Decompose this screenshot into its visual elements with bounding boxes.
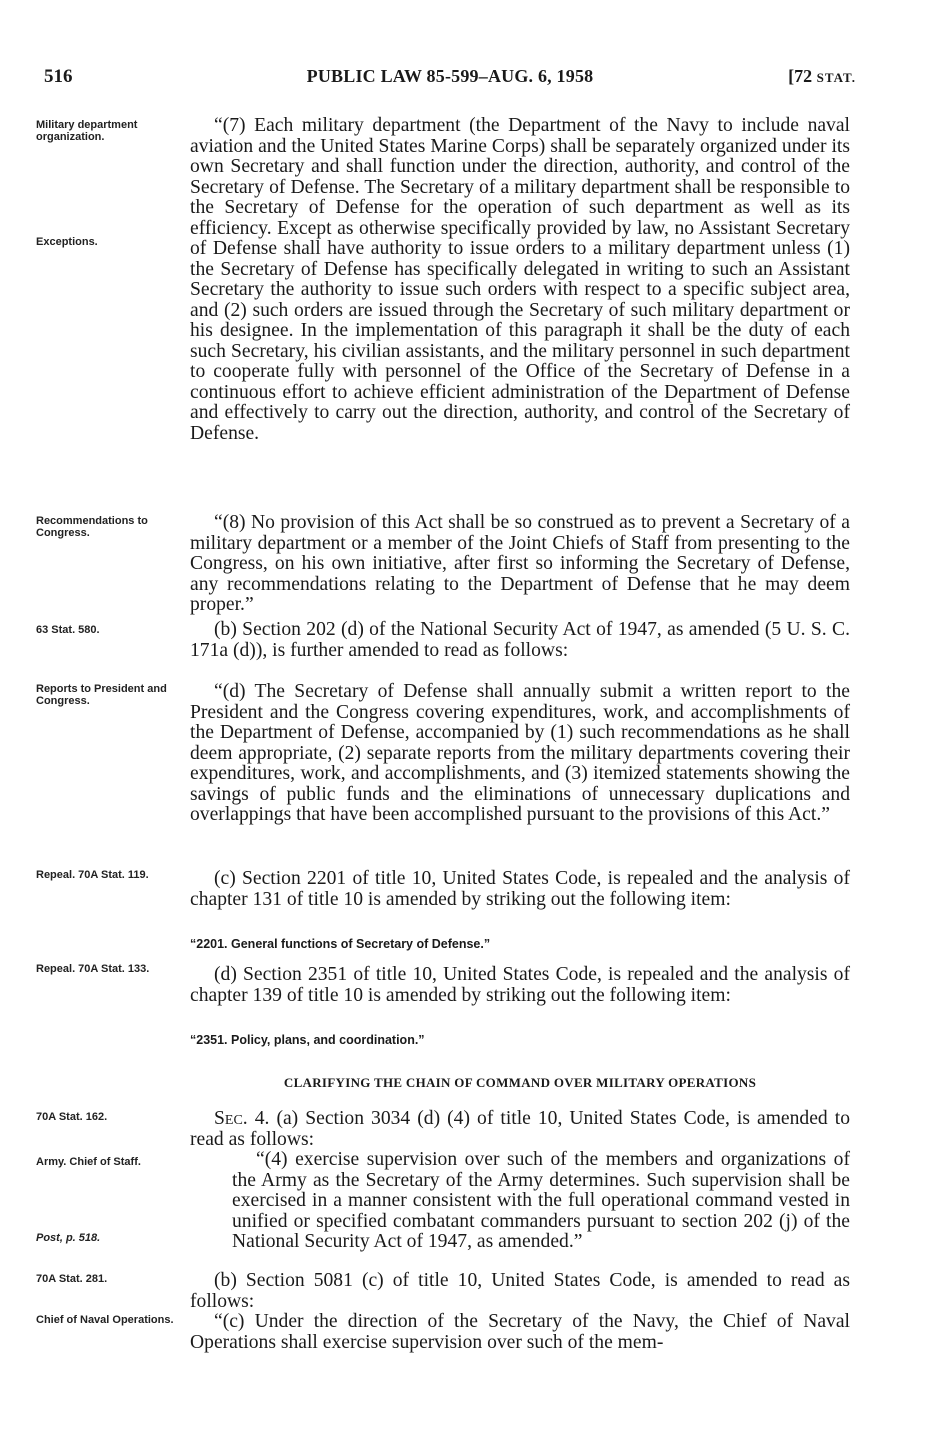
margin-note-army-chief: Army. Chief of Staff. bbox=[36, 1156, 141, 1168]
margin-note-repeal-119: Repeal. 70A Stat. 119. bbox=[36, 869, 149, 881]
margin-note-exceptions: Exceptions. bbox=[36, 236, 98, 248]
section-heading: CLARIFYING THE CHAIN OF COMMAND OVER MILITARY OPERATIONS bbox=[283, 1075, 757, 1090]
page-number: 516 bbox=[44, 66, 73, 87]
sec-label: Sec. bbox=[214, 1108, 248, 1129]
margin-note-63-stat-580: 63 Stat. 580. bbox=[36, 624, 100, 636]
paragraph-7: “(7) Each military department (the Department of the Navy to include naval aviation and the United States Marine Corps) shall be separately organized under its own Secretary and shall function under the direction, authority, and control of the Secretary of Defense. The Secretary of a military department shall be responsible to the Secretary of Defense for the operation of such department as well as its efficiency. Except as otherwise specifically provided by law, no Assistant Secretary of Defense shall have authority to issue orders to a military department unless (1) the Secretary of Defense has specifically delegated in writing to such an Assistant Secretary the authority to issue such orders with respect to a specific subject area, and (2) such orders are issued through the Secretary of such military department or his designee. In the implementation of this paragraph it shall be the duty of each such Secretary, his civilian assistants, and the military personnel in such department to cooperate fully with personnel of the Office of the Secretary of Defense in a continuous effort to achieve efficient administration of the Department of Defense and effectively to carry out the direction, authority, and control of the Secretary of Defense. bbox=[190, 115, 850, 444]
margin-note-post-518: Post, p. 518. bbox=[36, 1232, 101, 1244]
section-4-paragraph bbox=[190, 1109, 850, 1150]
paragraph-8: “(8) No provision of this Act shall be so construed as to prevent a Secretary of a military department or a member of the Joint Chiefs of Staff from presenting to the Congress, on his own initiative, after first so informing the Secretary of Defense, any recommendations relating to the Department of Defense that he may deem proper.” bbox=[190, 512, 850, 615]
margin-note-70a-stat-162: 70A Stat. 162. bbox=[36, 1111, 108, 1123]
paragraph-b: (b) Section 202 (d) of the National Security Act of 1947, as amended (5 U. S. C. 171a (d)), is further amended to read as follows: bbox=[190, 619, 850, 661]
paragraph-c: (c) Section 2201 of title 10, United States Code, is repealed and the analysis of chapter 131 of title 10 is amended by striking out the following item: bbox=[190, 868, 850, 910]
page-title: PUBLIC LAW 85-599–AUG. 6, 1958 bbox=[306, 66, 594, 86]
margin-note-military-dept-org: Military department organization. bbox=[36, 119, 138, 143]
stat-prefix: [72 bbox=[788, 66, 817, 86]
margin-note-recommendations: Recommendations to Congress. bbox=[36, 515, 148, 539]
stat-label: STAT. bbox=[816, 70, 856, 85]
paragraph-b2: (b) Section 5081 (c) of title 10, United States Code, is amended to read as follows: bbox=[190, 1270, 850, 1312]
margin-note-repeal-133: Repeal. 70A Stat. 133. bbox=[36, 963, 150, 975]
paragraph-d-repeal: (d) Section 2351 of title 10, United States Code, is repealed and the analysis of chapter 139 of title 10 is amended by striking out the following item: bbox=[190, 964, 850, 1006]
paragraph-c2: “(c) Under the direction of the Secretary of the Navy, the Chief of Naval Operations shall exercise supervision over such of the mem- bbox=[190, 1311, 850, 1353]
margin-note-70a-stat-281: 70A Stat. 281. bbox=[36, 1273, 108, 1285]
item-2201: “2201. General functions of Secretary of Defense.” bbox=[190, 937, 491, 951]
sec-4-text: 4. (a) Section 3034 (d) (4) of title 10, United States Code, is amended to read as follows: bbox=[190, 1108, 850, 1150]
margin-note-chief-naval: Chief of Naval Operations. bbox=[36, 1314, 174, 1326]
item-2351: “2351. Policy, plans, and coordination.” bbox=[190, 1033, 425, 1047]
margin-note-reports: Reports to President and Congress. bbox=[36, 683, 167, 707]
paragraph-d-report: “(d) The Secretary of Defense shall annually submit a written report to the President and the Congress covering expenditures, work, and accomplishments of the Department of Defense, accompanied by (1) such recommendations as he shall deem appropriate, (2) separate reports from the military departments covering their expenditures, work, and accomplishments, and (3) itemized statements showing the savings of public funds and the eliminations of unnecessary duplications and overlappings that have been accomplished pursuant to the provisions of this Act.” bbox=[190, 681, 850, 825]
page-header bbox=[44, 66, 856, 94]
paragraph-4: “(4) exercise supervision over such of the members and organizations of the Army as the Secretary of the Army determines. Such supervision shall be exercised in a manner consistent with the full operational command vested in unified or specified combatant commanders pursuant to section 202 (j) of the National Security Act of 1947, as amended.” bbox=[232, 1149, 850, 1252]
statute-reference bbox=[788, 66, 856, 87]
